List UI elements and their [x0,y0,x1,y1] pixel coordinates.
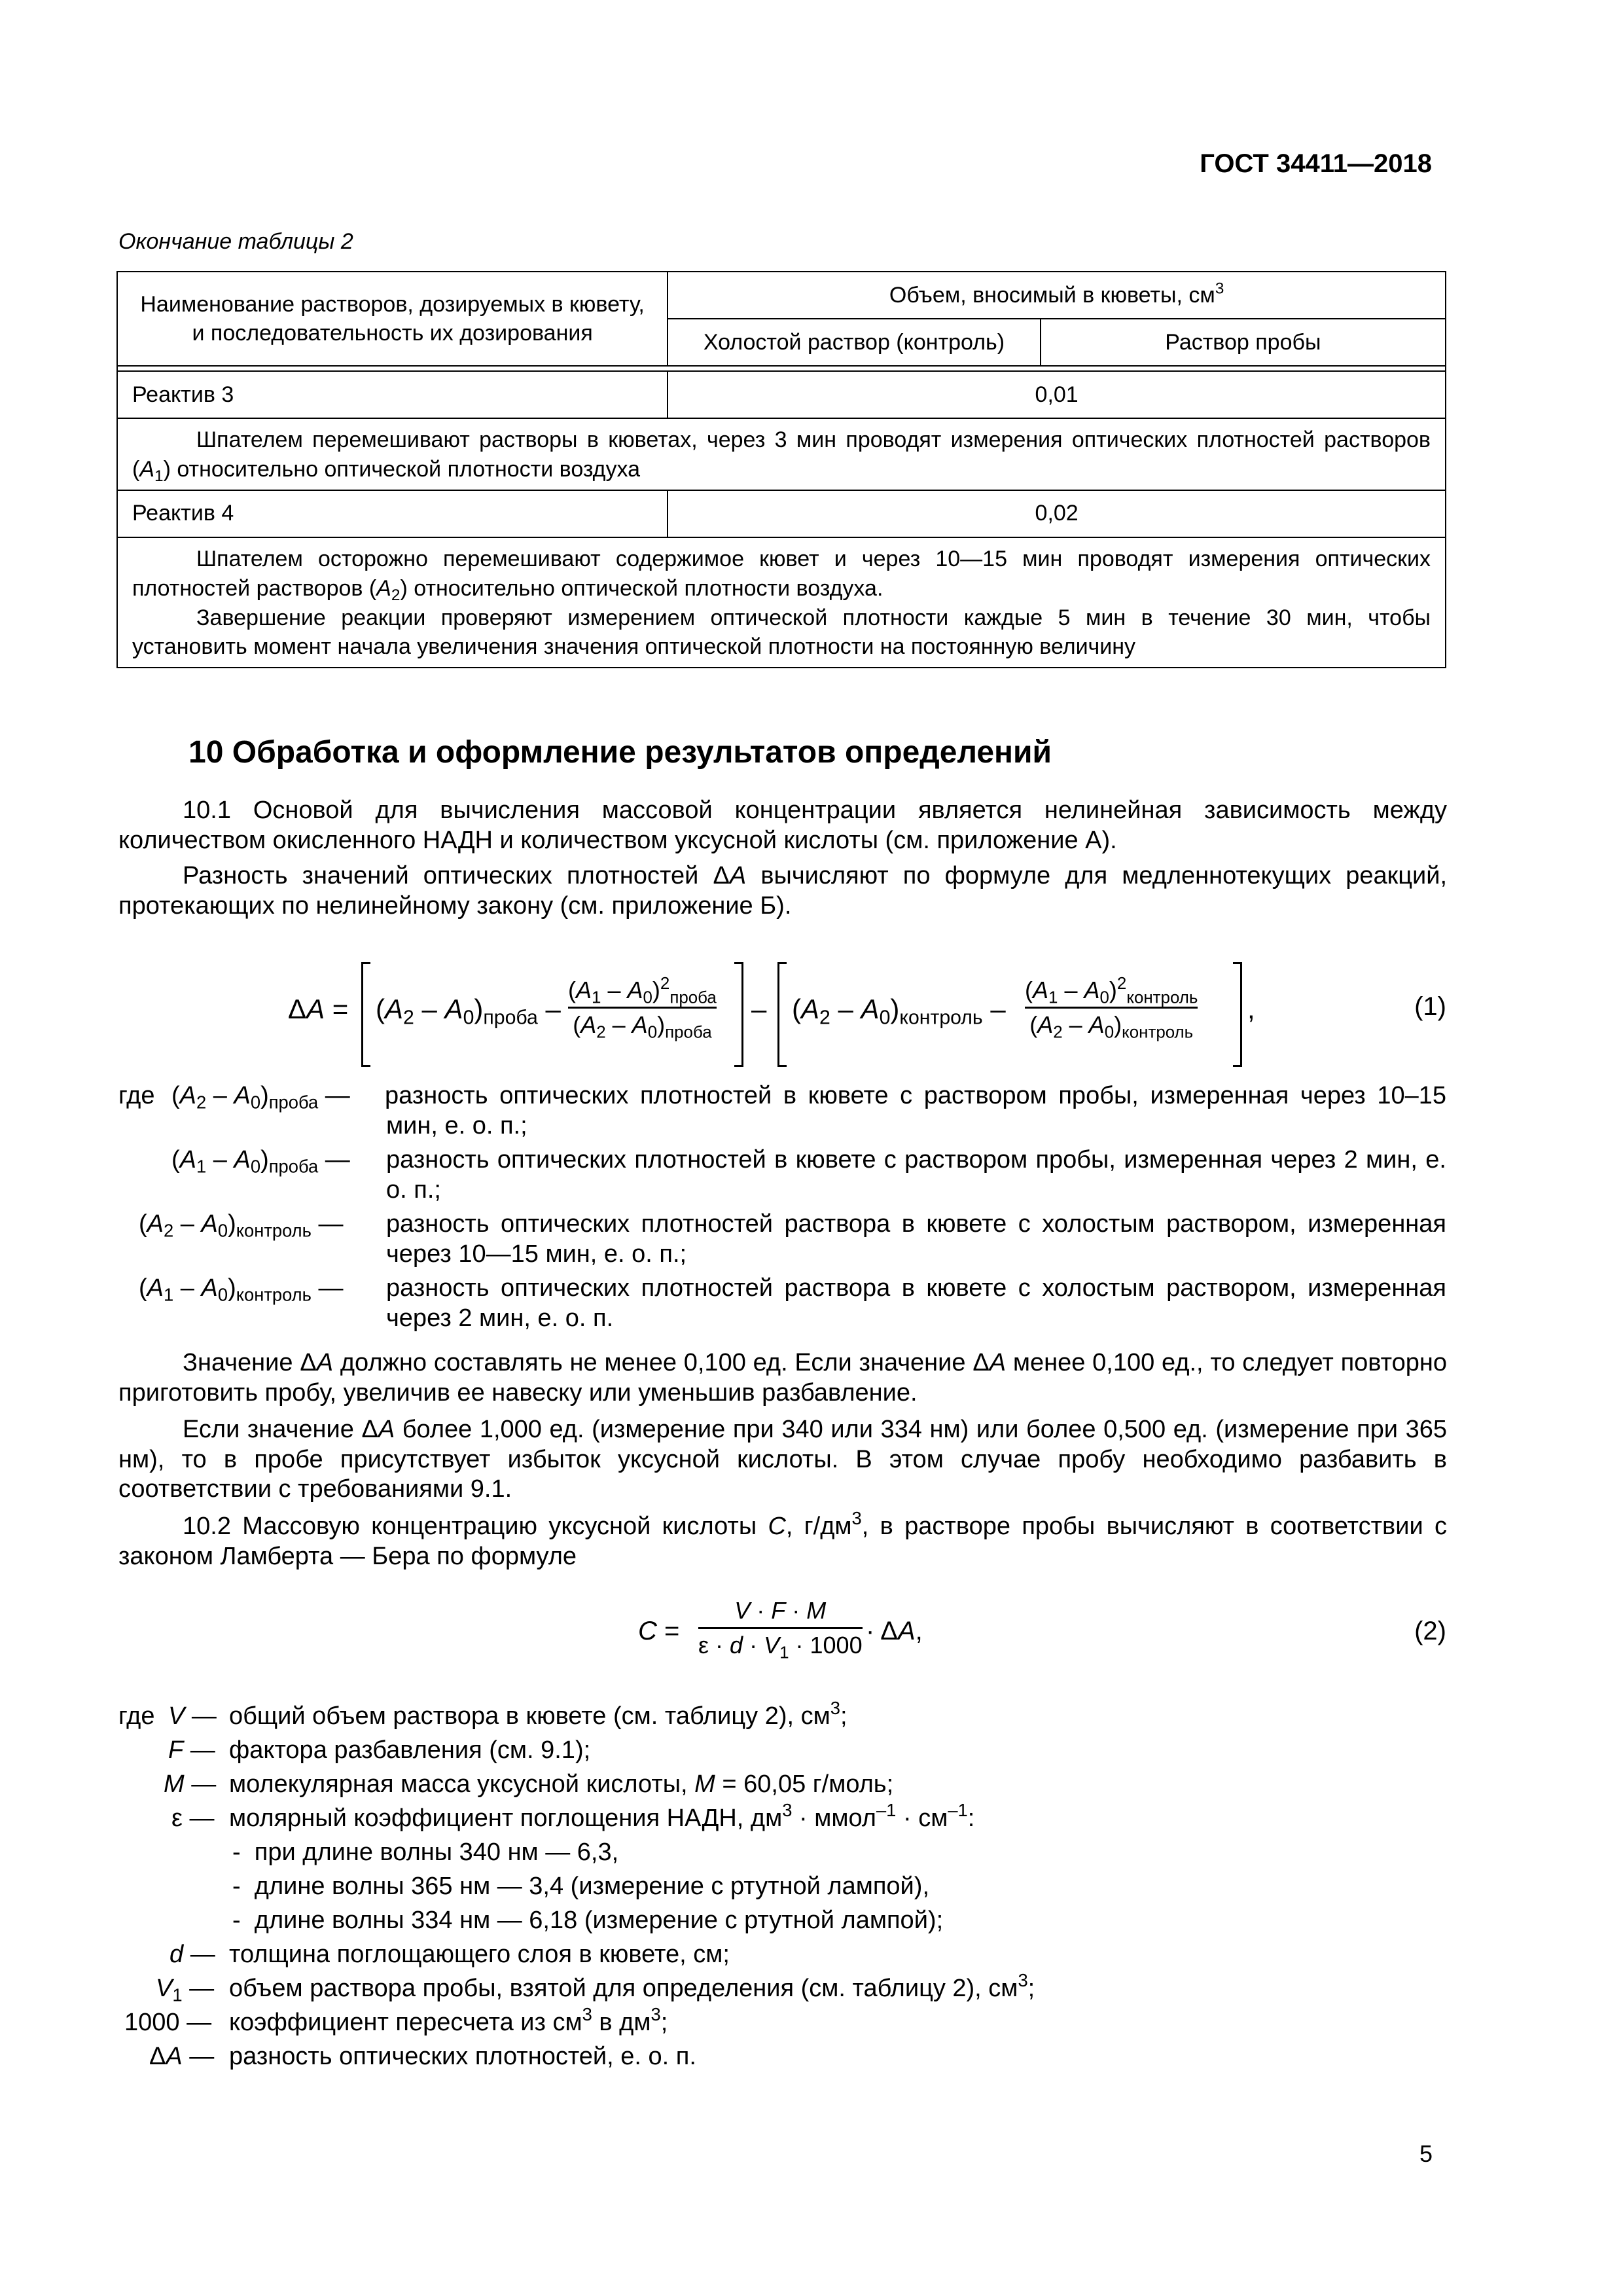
where-label: где [118,1082,155,1109]
page-number: 5 [1419,2140,1433,2167]
var-V1: объем раствора пробы, взятой для определения (см. таблицу 2), $см^3$; [229,1969,1035,2002]
table-continuation-label: Окончание таблицы 2 [118,229,353,254]
table-header-control: Холостой раствор (контроль) [668,319,1040,366]
reagent-table [116,271,1446,668]
formula-2-variables: где V — общий объем раствора в кювете (см. таблицу 2), $см^3$; F — фактора разбавления (см. 9.1); M — молекулярная масса уксусной кислоты, M = 60,05 г/моль; ε — молярный коэффициент поглощения НАДН, $дм^3$ · ммол$^{-1}$ · $см^{-1}$: - при длине волны 340 нм — 6,3, - длине волны 365 нм — 3,4 (измерение с ртутной лампой), - длине волны 334 нм — 6,18 (измерение с ртутной лампой); d — толщина поглощающего слоя в кювете, см; $V_1$ — объем раствора пробы, взятой для определения (см. таблицу 2), $см^3$; 1000 — коэффициент пересчета из $см^3$ в $дм^3$; ΔA — разность оптических плотностей, е. о. п. [0,1702,1623,2068]
table-header-solutions: Наименование растворов, дозируемых в кювету, и последовательность их дозирования [117,272,668,366]
definition-4: разность оптических плотностей раствора в кювете с холостым раствором, измеренная через 2 мин, е. о. п. [386,1274,1446,1332]
equation-number-2: (2) [1414,1617,1446,1645]
var-M: молекулярная масса уксусной кислоты, M = 60,05 г/моль; [229,1770,894,1798]
equation-number-1: (1) [1414,992,1446,1021]
var-F: фактора разбавления (см. 9.1); [229,1736,591,1764]
wavelength-item: - длине волны 334 нм — 6,18 (измерение с ртутной лампой); [232,1907,944,1934]
paragraph-10-2: 10.2 Массовую концентрацию уксусной кислоты C, $г/дм^3$, в растворе пробы вычисляют в соответствии с законом Ламберта — Бера по формуле [118,1507,1447,1570]
table-note: Шпателем перемешивают растворы в кюветах, через 3 мин проводят измерения оптических плотностей растворов $(A_1)$ относительно оптической плотности воздуха [117,418,1446,490]
definition-2: разность оптических плотностей в кювете с раствором пробы, измеренная через 2 мин, е. о. п.; [386,1146,1446,1204]
table-note-row [117,537,1446,668]
table-header-volume: Объем, вносимый в кюветы, $см^3$ [668,272,1446,319]
table-cell-volume: 0,02 [668,490,1446,537]
var-d: толщина поглощающего слоя в кювете, см; [229,1941,730,1968]
table-row [117,371,1446,418]
paragraph-max-value: Если значение ΔA более 1,000 ед. (измерение при 340 или 334 нм) или более 0,500 ед. (измерение при 365 нм), то в пробе присутствует избыток уксусной кислоты. В этом случае пробу необходимо разбавить в соответствии с требованиями 9.1. [118,1416,1448,1503]
var-1000: коэффициент пересчета из $см^3$ в $дм^3$; [229,2003,668,2036]
var-epsilon: молярный коэффициент поглощения НАДН, $дм^3$ · ммол$^{-1}$ · $см^{-1}$: [229,1799,975,1832]
paragraph-min-value: Значение ΔA должно составлять не менее 0,100 ед. Если значение ΔA менее 0,100 ед., то следует повторно приготовить пробу, увеличив ее навеску или уменьшив разбавление. [118,1349,1447,1407]
wavelength-item: - длине волны 365 нм — 3,4 (измерение с ртутной лампой), [232,1873,929,1900]
var-delta-A: разность оптических плотностей, е. о. п. [229,2043,696,2070]
table-cell-volume: 0,01 [668,371,1446,418]
table-note: Шпателем осторожно перемешивают содержимое кювет и через 10—15 мин проводят измерения оптических плотностей растворов $(A_2)$ относительно оптической плотности воздуха. Завершение реакции проверяют измерением оптической плотности каждые 5 мин в течение 30 мин, чтобы установить момент начала увеличения значения оптической плотности на постоянную величину [117,537,1446,668]
formula-1-definitions: где $(A_2 - A_0)_{проба}$ — разность оптических плотностей в кювете с раствором пробы, измеренная через 10–15 мин, е. о. п.; $(A_1 - A_0)_{проба}$ — разность оптических плотностей в кювете с раствором пробы, измеренная через 2 мин, е. о. п.; $(A_2 - A_0)_{контроль}$ — разность оптических плотностей раствора в кювете с холостым раствором, измеренная через 10—15 мин, е. о. п.; $(A_1 - A_0)_{контроль}$ — разность оптических плотностей раствора в кювете с холостым раствором, измеренная через 2 мин, е. о. п. [0,1081,1623,1350]
definition-1: разность оптических плотностей в кювете с раствором пробы, измеренная через 10–15 мин, е. о. п.; [385,1082,1446,1139]
table-note-row [117,418,1446,490]
table-cell-reagent: Реактив 3 [117,371,668,418]
table-cell-reagent: Реактив 4 [117,490,668,537]
wavelength-item: - при длине волны 340 нм — 6,3, [232,1839,619,1866]
document-code: ГОСТ 34411—2018 [1200,149,1432,178]
formula-2: C = V · F · M $\varepsilon \cdot d \cdot V_1 \cdot 1000$ · ΔA, [638,1597,923,1662]
paragraph-delta-a: Разность значений оптических плотностей ΔA вычисляют по формуле для медленнотекущих реакций, протекающих по нелинейному закону (см. приложение Б). [118,862,1447,920]
table-header-sample: Раствор пробы [1041,319,1446,366]
definition-3: разность оптических плотностей раствора в кювете с холостым раствором, измеренная через 10—15 мин, е. о. п.; [386,1210,1446,1268]
section-title: 10 Обработка и оформление результатов определений [188,735,1052,770]
table-row [117,490,1446,537]
paragraph-10-1: 10.1 Основой для вычисления массовой концентрации является нелинейная зависимость между количеством окисленного НАДН и количеством уксусной кислоты (см. приложение А). [118,797,1447,854]
formula-1: ΔA = $(A_2 - A_0)_{проба}$ – $(A_1 - A_0)^2_{проба}$ $(A_2 - A_0)_{проба}$ – $(A_2 - A_0)_{контроль}$ – $(A_1 - A_0)^2_{контроль}$ $(A_2 - A_0)_{контроль}$ , [288,957,1296,1075]
var-V: общий объем раствора в кювете (см. таблицу 2), $см^3$; [229,1697,847,1730]
